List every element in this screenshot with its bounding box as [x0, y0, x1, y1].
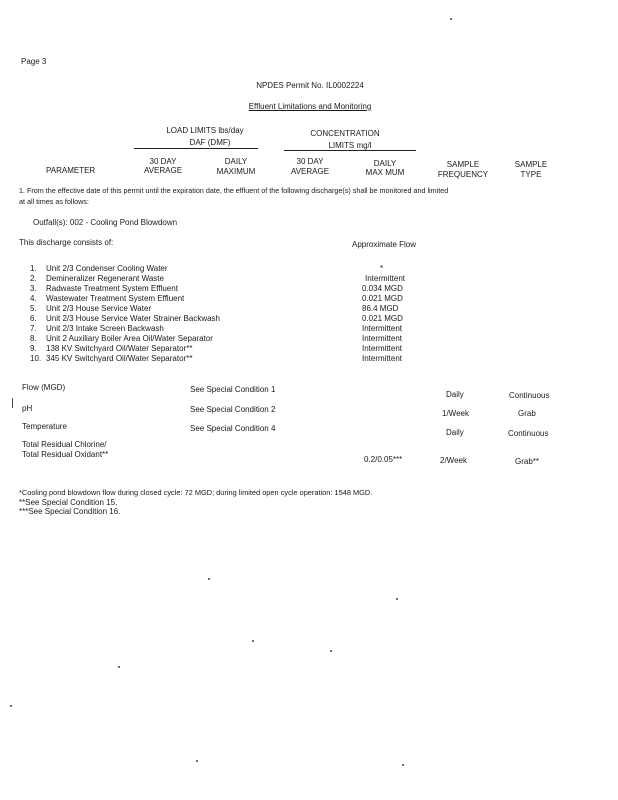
param-sample-type: Continuous	[509, 391, 550, 400]
col-30day-label: 30 DAY	[149, 157, 177, 166]
scan-speck	[12, 398, 13, 408]
list-item-name: Unit 2/3 House Service Water	[46, 304, 152, 313]
col-conc-daily-maximum: MAX MUM	[365, 168, 405, 177]
footnote-2: **See Special Condition 15.	[19, 498, 118, 507]
scan-speck	[402, 764, 404, 766]
col-sample-type-label: SAMPLE	[514, 160, 548, 169]
col-daily-maximum: MAXIMUM	[216, 167, 256, 176]
list-item-flow: Intermittent	[365, 274, 406, 283]
list-item-flow: 0.021 MGD	[362, 294, 403, 303]
list-item-num: 3.	[30, 284, 37, 293]
col-parameter: PARAMETER	[46, 166, 96, 175]
list-item-name: 345 KV Switchyard Oil/Water Separator**	[46, 354, 193, 363]
param-sample-type: Grab	[518, 409, 536, 418]
col-30day-average: AVERAGE	[143, 166, 183, 175]
discharge-consists-label: This discharge consists of:	[19, 238, 114, 247]
section-subtitle: Effluent Limitations and Monitoring	[248, 102, 372, 111]
chlorine-param-line-2: Total Residual Oxidant**	[22, 450, 109, 459]
scan-speck	[396, 598, 398, 600]
list-item-name: Demineralizer Regenerant Waste	[46, 274, 164, 283]
list-item-flow: Intermittent	[362, 344, 403, 353]
concentration-rule	[284, 150, 416, 151]
scan-speck	[196, 760, 198, 762]
param-sample-frequency: 1/Week	[442, 409, 469, 418]
list-item-num: 4.	[30, 294, 37, 303]
approx-flow-header: Approximate Flow	[352, 240, 417, 249]
chlorine-sample-frequency: 2/Week	[440, 456, 467, 465]
concentration-sub: LIMITS mg/l	[328, 141, 372, 150]
col-conc-daily-label: DAILY	[373, 159, 397, 168]
col-daily-label: DAILY	[224, 157, 248, 166]
list-item-num: 5.	[30, 304, 37, 313]
concentration-header: CONCENTRATION	[310, 129, 380, 138]
scan-speck	[450, 18, 452, 20]
col-sample-freq-label: SAMPLE	[446, 160, 480, 169]
footnote-3: ***See Special Condition 16.	[19, 507, 121, 516]
list-item-num: 1.	[30, 264, 37, 273]
list-item-name: Unit 2/3 Intake Screen Backwash	[46, 324, 164, 333]
scan-speck	[208, 578, 210, 580]
list-item-flow: 0.034 MGD	[362, 284, 403, 293]
list-item-name: Unit 2/3 Condenser Cooling Water	[46, 264, 168, 273]
list-item-flow: 86.4 MGD	[362, 304, 399, 313]
col-conc-30day-average: AVERAGE	[290, 167, 330, 176]
intro-line-1: 1. From the effective date of this permit until the expiration date, the effluent of the following discharge(s) shall be monitored and limited	[19, 186, 449, 195]
param-sample-type: Continuous	[508, 429, 549, 438]
chlorine-sample-type: Grab**	[515, 457, 540, 466]
list-item-num: 8.	[30, 334, 37, 343]
load-limits-sub: DAF (DMF)	[189, 138, 231, 147]
permit-title: NPDES Permit No. IL0002224	[256, 81, 364, 90]
load-limits-rule	[134, 148, 258, 149]
list-item-num: 2.	[30, 274, 37, 283]
list-item-num: 10.	[30, 354, 42, 363]
col-conc-30day-label: 30 DAY	[296, 157, 324, 166]
scan-speck	[10, 705, 12, 707]
footnote-1: *Cooling pond blowdown flow during closed cycle: 72 MGD; during limited open cycle operation: 1548 MGD.	[19, 488, 373, 497]
chlorine-param-line-1: Total Residual Chlorine/	[22, 440, 107, 449]
list-item-num: 6.	[30, 314, 37, 323]
col-sample-type: TYPE	[520, 170, 542, 179]
list-item-name: Wastewater Treatment System Effluent	[46, 294, 185, 303]
list-item-flow: Intermittent	[362, 334, 403, 343]
param-name: Flow (MGD)	[22, 383, 66, 392]
param-name: Temperature	[22, 422, 67, 431]
param-sample-frequency: Daily	[446, 428, 464, 437]
list-item-name: Unit 2 Auxiliary Boiler Area Oil/Water Separator	[46, 334, 213, 343]
outfall-label: Outfall(s): 002 - Cooling Pond Blowdown	[33, 218, 178, 227]
param-condition-note: See Special Condition 1	[190, 385, 276, 394]
list-item-flow: *	[380, 264, 384, 273]
param-sample-frequency: Daily	[446, 390, 464, 399]
list-item-name: Radwaste Treatment System Effluent	[46, 284, 178, 293]
list-item-flow: 0.021 MGD	[362, 314, 403, 323]
intro-line-2: at all times as follows:	[19, 197, 89, 206]
param-name: pH	[22, 404, 33, 413]
chlorine-daily-max-limit: 0.2/0.05***	[364, 455, 403, 464]
scan-speck	[330, 650, 332, 652]
col-sample-frequency: FREQUENCY	[437, 170, 489, 179]
list-item-name: 138 KV Switchyard Oil/Water Separator**	[46, 344, 193, 353]
param-condition-note: See Special Condition 4	[190, 424, 276, 433]
param-condition-note: See Special Condition 2	[190, 405, 276, 414]
list-item-name: Unit 2/3 House Service Water Strainer Backwash	[46, 314, 220, 323]
list-item-flow: Intermittent	[362, 354, 403, 363]
list-item-num: 7.	[30, 324, 37, 333]
scan-speck	[252, 640, 254, 642]
scan-speck	[118, 666, 120, 668]
list-item-flow: Intermittent	[362, 324, 403, 333]
load-limits-header: LOAD LIMITS lbs/day	[166, 126, 244, 135]
page-label: Page 3	[21, 57, 47, 66]
list-item-num: 9.	[30, 344, 37, 353]
